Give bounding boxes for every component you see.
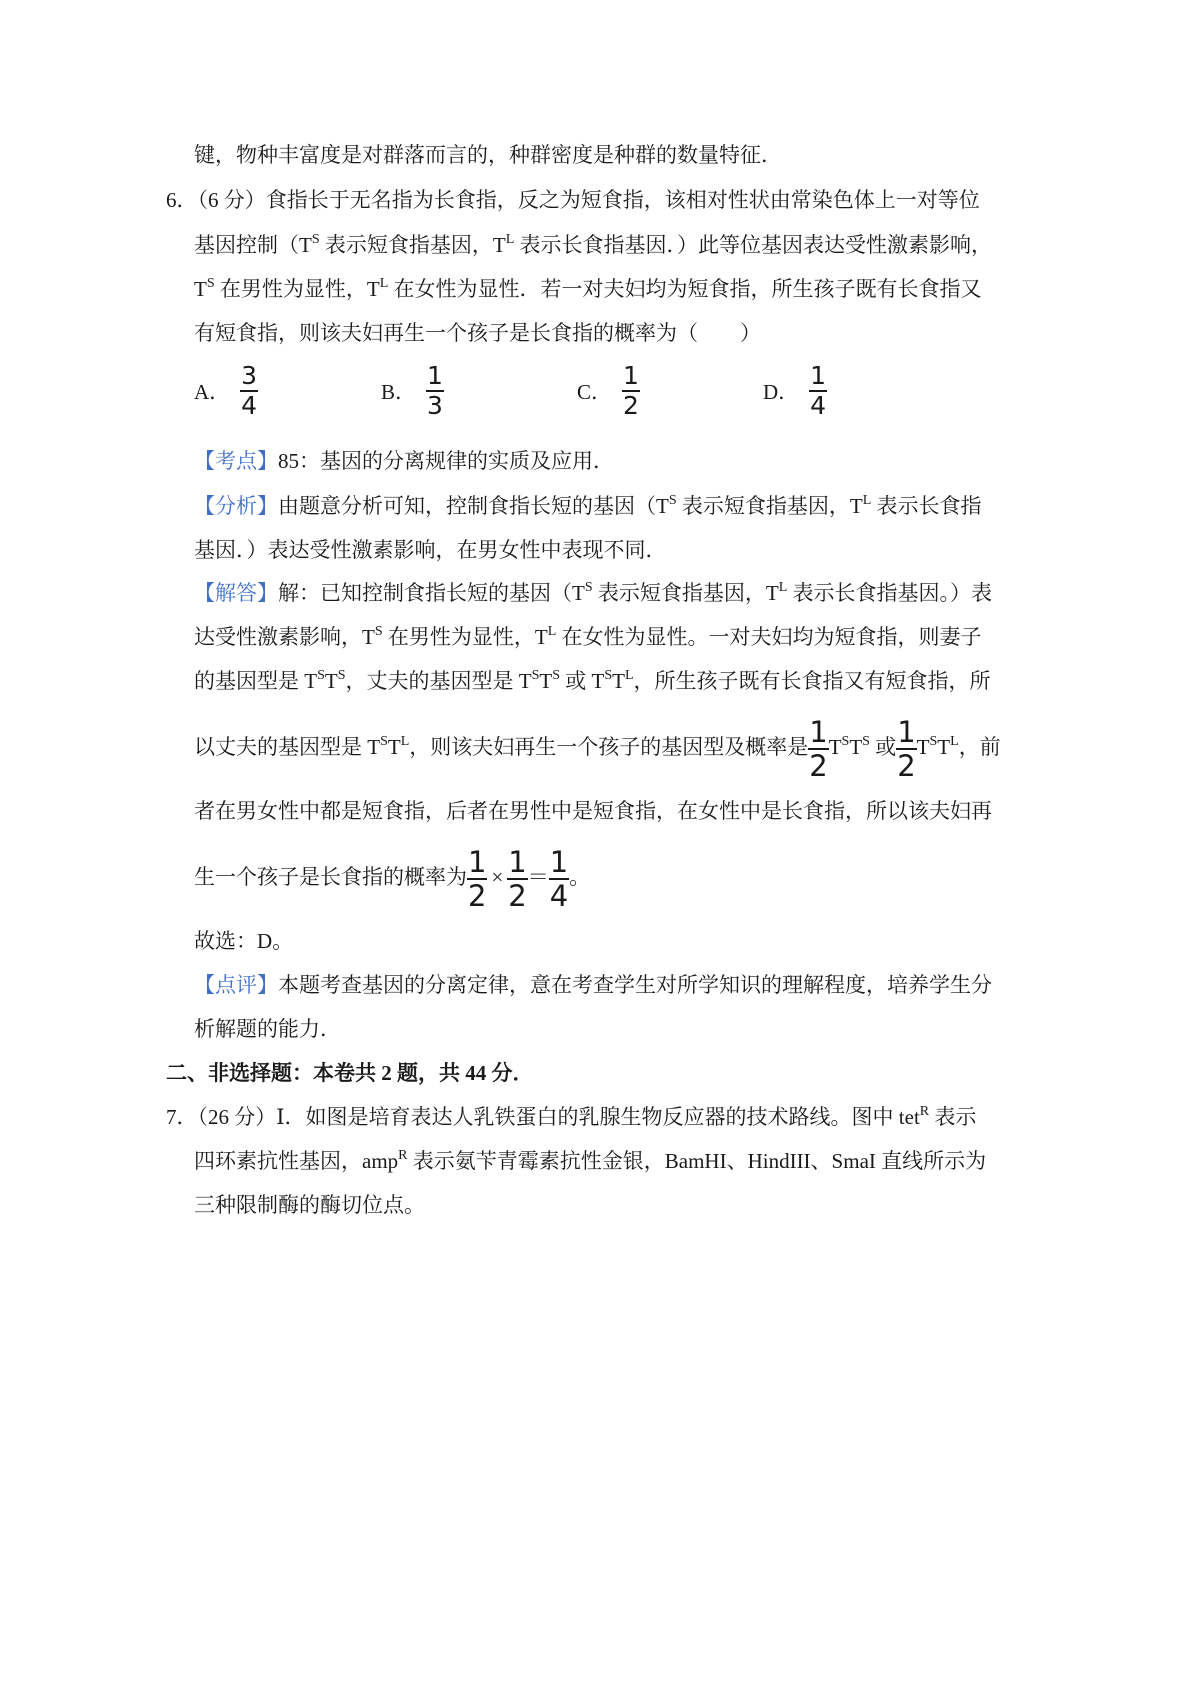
question-7-line: 四环素抗性基因，amp$^R$ 表示氨苄青霉素抗性金银，BamHI、HindIII、SmaI 直线所示为: [194, 1148, 987, 1173]
jieda: 【解答】解：已知控制食指长短的基因（$T^S$ 表示短食指基因，$T^L$ 表示长食指基因。）表: [194, 580, 993, 605]
fraction: $\frac{1}{4}$: [549, 844, 569, 914]
fraction: $\frac{1}{2}$: [468, 844, 487, 914]
fenxi-line: 基因．）表达受性激素影响，在男女性中表现不同．: [194, 538, 667, 562]
jieda-line-fractions: 以丈夫的基因型是 $T^ST^L$，则该夫妇再生一个孩子的基因型及概率是 $\frac{1}{2}$ $T^ST^S$ 或 $\frac{1}{2}$ $T^ST^L$，前: [194, 714, 1001, 784]
kaodian: 【考点】85：基因的分离规律的实质及应用．: [194, 449, 614, 473]
question-6-line: 基因控制（$T^S$ 表示短食指基因，$T^L$ 表示长食指基因．）此等位基因表达受性激素影响，: [194, 232, 993, 257]
fraction: $\frac{1}{2}$: [623, 361, 639, 421]
jieda-line-fractions: 生一个孩子是长食指的概率为 $\frac{1}{2}$ × $\frac{1}{2}$ ＝ $\frac{1}{4}$ 。: [194, 844, 591, 914]
question-7-stem: 7．（26 分）Ⅰ．如图是培育表达人乳铁蛋白的乳腺生物反应器的技术路线。图中 tet$^R$ 表示: [166, 1104, 977, 1129]
fraction: $\frac{1}{3}$: [427, 361, 443, 421]
dianping-line: 析解题的能力．: [194, 1017, 341, 1041]
jieda-line: 的基因型是 $T^ST^S$，丈夫的基因型是 $T^ST^S$ 或 $T^ST^L$，所生孩子既有长食指又有短食指，所: [194, 668, 991, 693]
option-c: C． $\frac{1}{2}$: [577, 361, 639, 421]
question-6-stem: 6．（6 分）食指长于无名指为长食指，反之为短食指，该相对性状由常染色体上一对等位: [166, 188, 980, 212]
question-6-line: 有短食指，则该夫妇再生一个孩子是长食指的概率为（ ）: [194, 321, 761, 345]
option-a: A． $\frac{3}{4}$: [194, 361, 258, 421]
fraction: $\frac{1}{2}$: [809, 714, 828, 784]
fraction: $\frac{1}{2}$: [897, 714, 916, 784]
fraction: $\frac{1}{2}$: [508, 844, 527, 914]
fraction: $\frac{3}{4}$: [241, 361, 258, 421]
jieda-line: 者在男女性中都是短食指，后者在男性中是短食指，在女性中是长食指，所以该夫妇再: [194, 799, 992, 823]
jieda-line: 达受性激素影响，$T^S$ 在男性为显性，$T^L$ 在女性为显性。一对夫妇均为短食指，则妻子: [194, 624, 982, 649]
question-6-line: $T^S$ 在男性为显性，$T^L$ 在女性为显性．若一对夫妇均为短食指，所生孩子既有长食指又: [194, 276, 982, 301]
answer: 故选：D。: [194, 929, 294, 953]
option-d: D． $\frac{1}{4}$: [763, 361, 827, 421]
option-b: B． $\frac{1}{3}$: [381, 361, 443, 421]
fenxi: 【分析】由题意分析可知，控制食指长短的基因（$T^S$ 表示短食指基因，$T^L$ 表示长食指: [194, 493, 982, 518]
question-7-line: 三种限制酶的酶切位点。: [194, 1193, 425, 1217]
text-line: 键，物种丰富度是对群落而言的，种群密度是种群的数量特征．: [194, 143, 782, 167]
dianping: 【点评】本题考查基因的分离定律，意在考查学生对所学知识的理解程度，培养学生分: [194, 973, 992, 997]
fraction: $\frac{1}{4}$: [810, 361, 827, 421]
section-heading: 二、非选择题：本卷共 2 题，共 44 分．: [166, 1061, 534, 1085]
